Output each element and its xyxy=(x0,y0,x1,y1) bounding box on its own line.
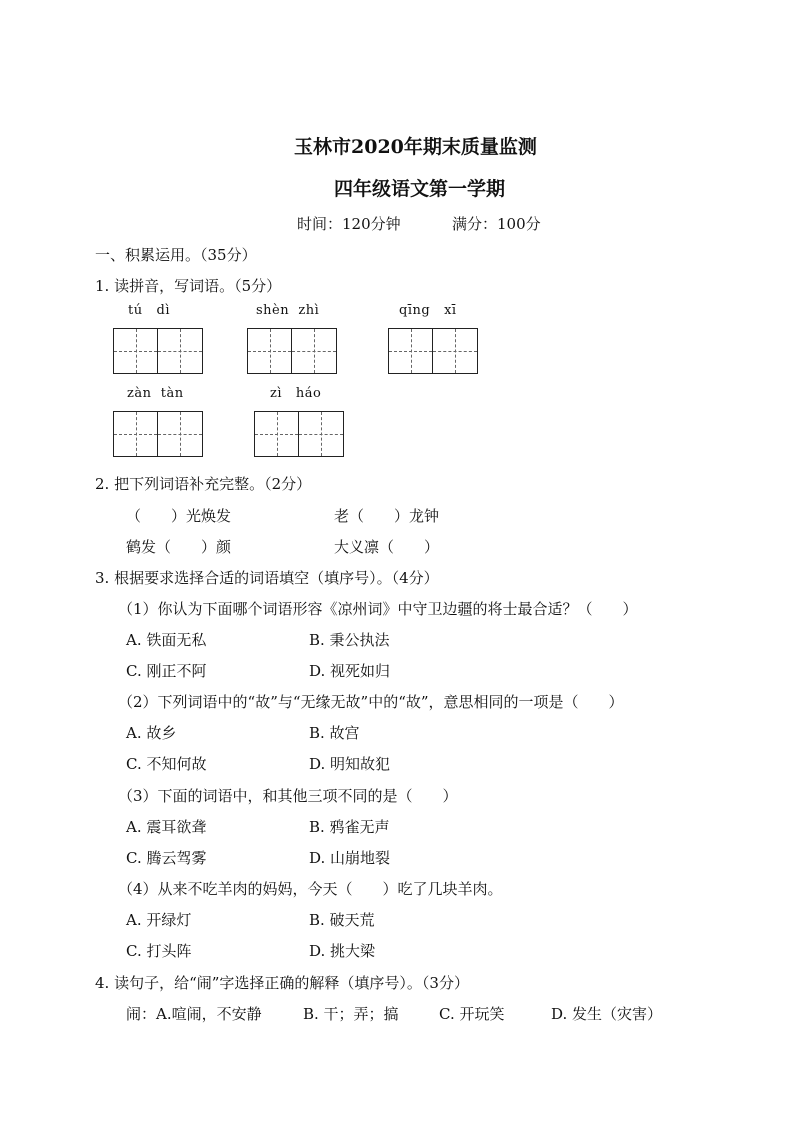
grid-cell[interactable] xyxy=(255,412,299,456)
fill-blank-1[interactable]: （ ）光焕发 xyxy=(126,507,232,525)
option-d[interactable]: D. 山崩地裂 xyxy=(309,849,391,867)
q3-sub-2-stem[interactable]: （2）下列词语中的“故”与“无缘无故”中的“故”，意思相同的一项是（ ） xyxy=(118,693,624,711)
question-3-prompt: 3. 根据要求选择合适的词语填空（填序号）。（4分） xyxy=(95,569,439,587)
question-1-prompt: 1. 读拼音，写词语。（5分） xyxy=(95,277,282,295)
q3-sub-3-stem[interactable]: （3）下面的词语中，和其他三项不同的是（ ） xyxy=(118,787,458,805)
q3-sub-1-stem[interactable]: （1）你认为下面哪个词语形容《凉州词》中守卫边疆的将士最合适？（ ） xyxy=(118,600,638,618)
definition-d: D. 发生（灾害） xyxy=(551,1005,663,1023)
fill-blank-4[interactable]: 大义凛（ ） xyxy=(334,538,440,556)
grid-cell[interactable] xyxy=(114,329,158,373)
option-b[interactable]: B. 秉公执法 xyxy=(309,631,390,649)
option-b[interactable]: B. 故宫 xyxy=(309,724,360,742)
question-4-prompt: 4. 读句子，给“闹”字选择正确的解释（填序号）。（3分） xyxy=(95,974,469,992)
grid-cell[interactable] xyxy=(158,412,202,456)
writing-grid-3[interactable] xyxy=(388,328,478,374)
option-c[interactable]: C. 不知何故 xyxy=(126,755,207,773)
writing-grid-1[interactable] xyxy=(113,328,203,374)
section-heading: 一、积累运用。（35分） xyxy=(95,246,257,264)
writing-grid-2[interactable] xyxy=(247,328,337,374)
exam-subtitle: 四年级语文第一学期 xyxy=(334,178,506,200)
option-d[interactable]: D. 视死如归 xyxy=(309,662,391,680)
option-a[interactable]: A. 震耳欲聋 xyxy=(126,818,207,836)
fill-blank-2[interactable]: 老（ ）龙钟 xyxy=(334,507,440,525)
exam-title: 玉林市2020年期末质量监测 xyxy=(294,136,537,158)
definition-b: B. 干；弄；搞 xyxy=(303,1005,399,1023)
question-2-prompt: 2. 把下列词语补充完整。（2分） xyxy=(95,475,312,493)
definition-a: 闹：A.喧闹，不安静 xyxy=(126,1005,262,1023)
pinyin-2: shèn zhì xyxy=(256,303,320,318)
grid-cell[interactable] xyxy=(292,329,336,373)
option-b[interactable]: B. 鸦雀无声 xyxy=(309,818,390,836)
grid-cell[interactable] xyxy=(299,412,343,456)
pinyin-3: qīng xī xyxy=(399,303,457,318)
option-d[interactable]: D. 挑大梁 xyxy=(309,942,376,960)
option-a[interactable]: A. 故乡 xyxy=(126,724,177,742)
grid-cell[interactable] xyxy=(158,329,202,373)
grid-cell[interactable] xyxy=(248,329,292,373)
grid-cell[interactable] xyxy=(114,412,158,456)
option-c[interactable]: C. 刚正不阿 xyxy=(126,662,207,680)
option-c[interactable]: C. 打头阵 xyxy=(126,942,192,960)
grid-cell[interactable] xyxy=(389,329,433,373)
option-c[interactable]: C. 腾云驾雾 xyxy=(126,849,207,867)
option-a[interactable]: A. 铁面无私 xyxy=(126,631,207,649)
exam-score: 满分：100分 xyxy=(452,215,541,233)
pinyin-5: zì háo xyxy=(270,386,322,401)
exam-time: 时间：120分钟 xyxy=(297,215,401,233)
writing-grid-4[interactable] xyxy=(113,411,203,457)
grid-cell[interactable] xyxy=(433,329,477,373)
option-d[interactable]: D. 明知故犯 xyxy=(309,755,391,773)
definition-c: C. 开玩笑 xyxy=(439,1005,505,1023)
pinyin-1: tú dì xyxy=(128,303,170,318)
q3-sub-4-stem[interactable]: （4）从来不吃羊肉的妈妈，今天（ ）吃了几块羊肉。 xyxy=(118,880,503,898)
option-b[interactable]: B. 破天荒 xyxy=(309,911,375,929)
writing-grid-5[interactable] xyxy=(254,411,344,457)
fill-blank-3[interactable]: 鹤发（ ）颜 xyxy=(126,538,232,556)
pinyin-4: zàn tàn xyxy=(127,386,184,401)
option-a[interactable]: A. 开绿灯 xyxy=(126,911,192,929)
